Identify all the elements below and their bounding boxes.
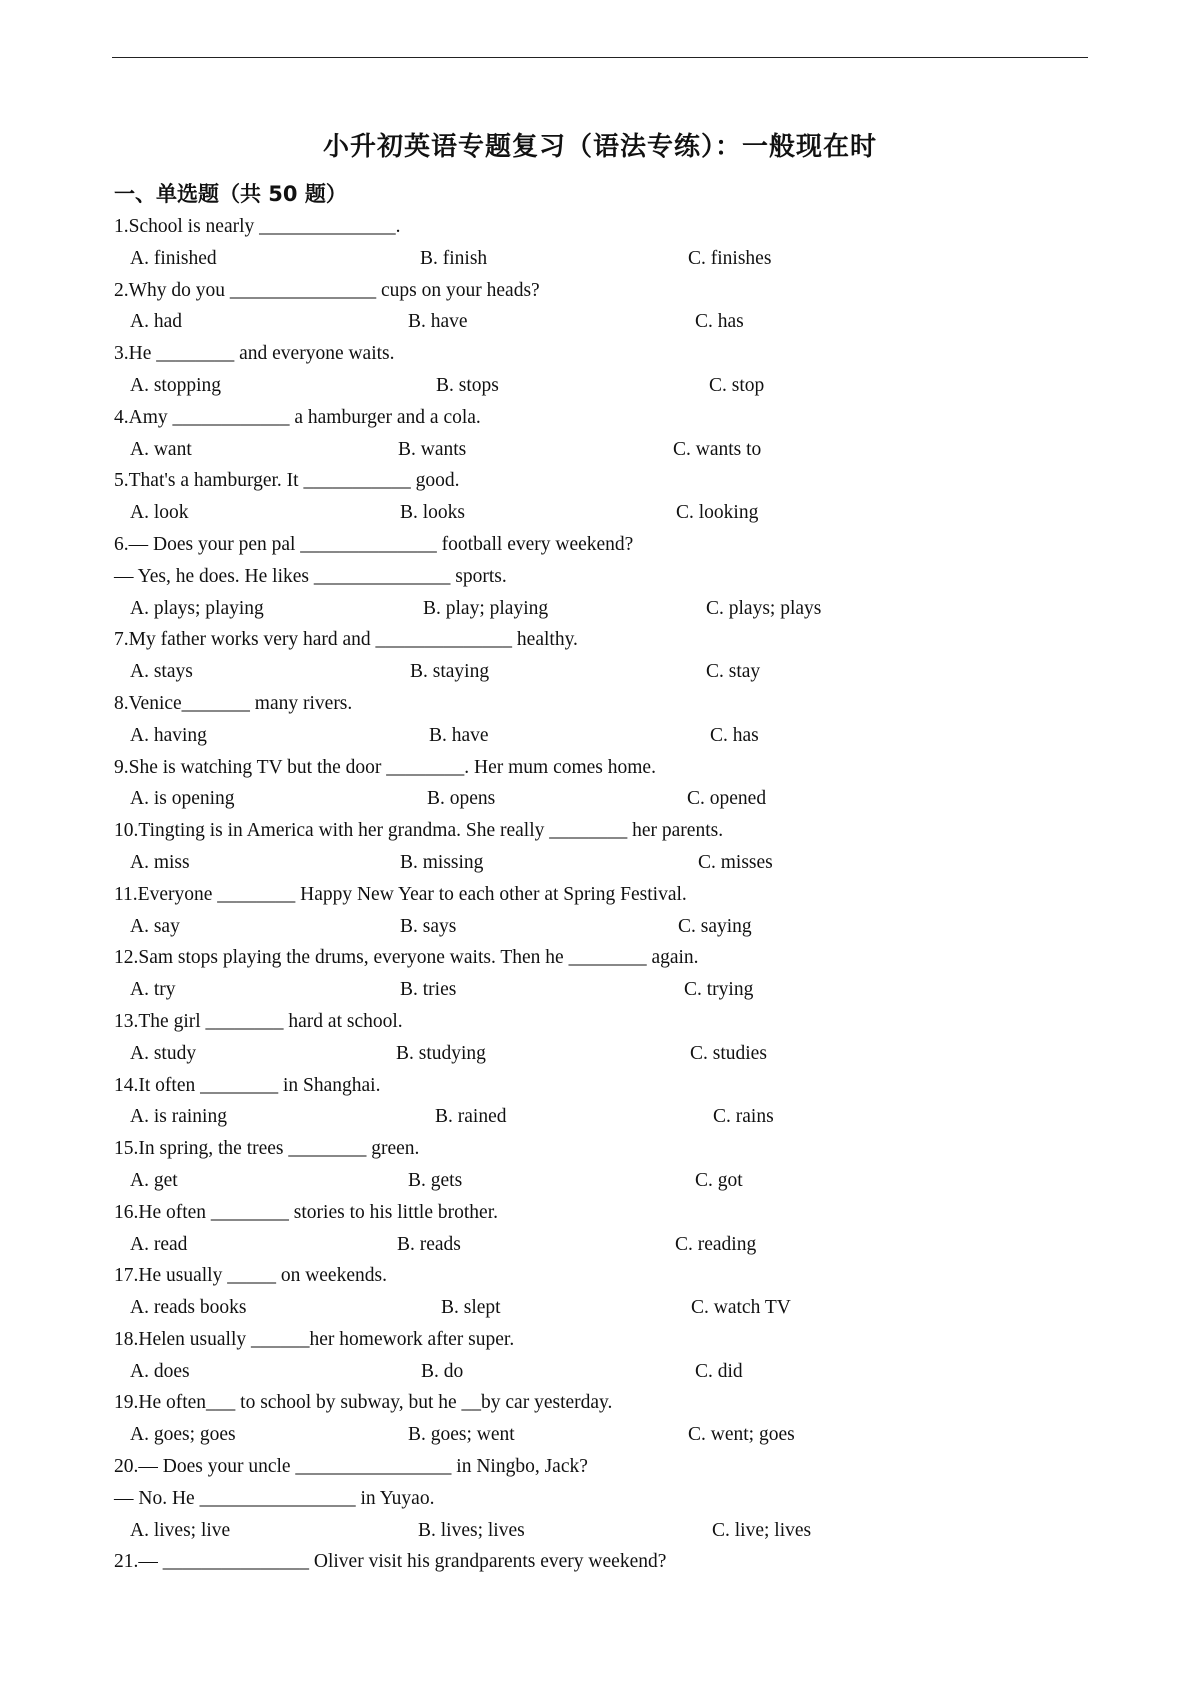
option-a: A. had bbox=[130, 311, 182, 333]
option-c: C. live; lives bbox=[712, 1519, 812, 1541]
option-a: A. reads books bbox=[130, 1297, 247, 1319]
option-c: C. studies bbox=[690, 1042, 767, 1064]
option-a: A. want bbox=[130, 438, 192, 460]
option-b: B. play; playing bbox=[423, 597, 549, 619]
question-list bbox=[114, 211, 1074, 1578]
option-b: B. have bbox=[408, 311, 468, 333]
question-stem-continued: — No. He ________________ in Yuyao. bbox=[114, 1487, 435, 1509]
option-b: B. tries bbox=[400, 979, 457, 1001]
options-row bbox=[114, 656, 1074, 688]
option-a: A. get bbox=[130, 1169, 178, 1191]
option-c: C. watch TV bbox=[691, 1297, 791, 1319]
question-stem: 17.He usually _____ on weekends. bbox=[114, 1265, 387, 1287]
options-row bbox=[114, 434, 1074, 466]
option-a: A. read bbox=[130, 1233, 188, 1255]
option-a: A. miss bbox=[130, 851, 190, 873]
options-row bbox=[114, 1038, 1074, 1070]
option-b: B. missing bbox=[400, 851, 484, 873]
options-row bbox=[114, 783, 1074, 815]
page-title: 小升初英语专题复习（语法专练）：一般现在时 bbox=[322, 132, 877, 162]
option-a: A. stays bbox=[130, 661, 193, 683]
option-a: A. is opening bbox=[130, 788, 235, 810]
question-stem: 13.The girl ________ hard at school. bbox=[114, 1010, 403, 1032]
question-stem: 5.That's a hamburger. It ___________ good. bbox=[114, 470, 460, 492]
option-a: A. having bbox=[130, 724, 207, 746]
option-b: B. do bbox=[421, 1360, 464, 1382]
option-b: B. goes; went bbox=[408, 1424, 515, 1446]
options-row bbox=[114, 974, 1074, 1006]
option-b: B. studying bbox=[396, 1042, 486, 1064]
option-a: A. look bbox=[130, 502, 189, 524]
options-row bbox=[114, 720, 1074, 752]
option-c: C. has bbox=[710, 724, 759, 746]
question-stem: 7.My father works very hard and ______________ healthy. bbox=[114, 629, 578, 651]
options-row bbox=[114, 1515, 1074, 1547]
option-b: B. reads bbox=[397, 1233, 461, 1255]
option-c: C. reading bbox=[675, 1233, 757, 1255]
question-stem: 2.Why do you _______________ cups on your heads? bbox=[114, 279, 540, 301]
option-c: C. wants to bbox=[673, 438, 762, 460]
option-b: B. lives; lives bbox=[418, 1519, 525, 1541]
option-b: B. opens bbox=[427, 788, 496, 810]
question-stem: 8.Venice_______ many rivers. bbox=[114, 692, 353, 714]
header-rule bbox=[112, 57, 1088, 58]
option-c: C. plays; plays bbox=[706, 597, 822, 619]
option-a: A. say bbox=[130, 915, 180, 937]
option-b: B. stops bbox=[436, 374, 499, 396]
option-b: B. says bbox=[400, 915, 457, 937]
option-a: A. does bbox=[130, 1360, 190, 1382]
option-b: B. staying bbox=[410, 661, 490, 683]
option-c: C. looking bbox=[676, 502, 759, 524]
option-b: B. looks bbox=[400, 502, 466, 524]
question-stem: 10.Tingting is in America with her grandma. She really ________ her parents. bbox=[114, 820, 724, 842]
options-row bbox=[114, 847, 1074, 879]
question-stem: 19.He often___ to school by subway, but he __by car yesterday. bbox=[114, 1392, 613, 1414]
option-b: B. have bbox=[429, 724, 489, 746]
option-a: A. is raining bbox=[130, 1106, 227, 1128]
options-row bbox=[114, 911, 1074, 943]
option-c: C. trying bbox=[684, 979, 754, 1001]
option-a: A. plays; playing bbox=[130, 597, 264, 619]
option-c: C. stop bbox=[709, 374, 765, 396]
options-row bbox=[114, 497, 1074, 529]
option-b: B. wants bbox=[398, 438, 467, 460]
options-row bbox=[114, 1101, 1074, 1133]
option-c: C. rains bbox=[713, 1106, 774, 1128]
options-row bbox=[114, 1165, 1074, 1197]
question-stem-continued: — Yes, he does. He likes ______________ sports. bbox=[114, 565, 507, 587]
option-c: C. has bbox=[695, 311, 744, 333]
option-a: A. try bbox=[130, 979, 176, 1001]
option-b: B. slept bbox=[441, 1297, 501, 1319]
option-c: C. misses bbox=[698, 851, 773, 873]
option-a: A. finished bbox=[130, 247, 217, 269]
question-stem: 4.Amy ____________ a hamburger and a cola. bbox=[114, 406, 481, 428]
option-a: A. stopping bbox=[130, 374, 222, 396]
option-c: C. stay bbox=[706, 661, 761, 683]
options-row bbox=[114, 1292, 1074, 1324]
option-b: B. rained bbox=[435, 1106, 507, 1128]
question-stem: 21.— _______________ Oliver visit his grandparents every weekend? bbox=[114, 1551, 667, 1573]
options-row bbox=[114, 1356, 1074, 1388]
option-a: A. study bbox=[130, 1042, 197, 1064]
option-a: A. goes; goes bbox=[130, 1424, 236, 1446]
options-row bbox=[114, 243, 1074, 275]
options-row bbox=[114, 370, 1074, 402]
options-row bbox=[114, 593, 1074, 625]
option-b: B. finish bbox=[420, 247, 488, 269]
option-c: C. opened bbox=[687, 788, 767, 810]
question-stem: 6.— Does your pen pal ______________ football every weekend? bbox=[114, 533, 634, 555]
question-stem: 14.It often ________ in Shanghai. bbox=[114, 1074, 381, 1096]
option-c: C. finishes bbox=[688, 247, 772, 269]
option-c: C. got bbox=[695, 1169, 743, 1191]
section-heading: 一、单选题（共 50 题） bbox=[114, 182, 347, 206]
question-stem: 1.School is nearly ______________. bbox=[114, 216, 401, 237]
question-stem: 12.Sam stops playing the drums, everyone waits. Then he ________ again. bbox=[114, 947, 699, 969]
option-c: C. went; goes bbox=[688, 1424, 795, 1446]
option-c: C. did bbox=[695, 1360, 743, 1382]
option-a: A. lives; live bbox=[130, 1519, 231, 1541]
question-stem: 20.— Does your uncle ________________ in Ningbo, Jack? bbox=[114, 1456, 588, 1478]
question-stem: 3.He ________ and everyone waits. bbox=[114, 343, 395, 365]
question-stem: 11.Everyone ________ Happy New Year to each other at Spring Festival. bbox=[114, 883, 687, 905]
option-c: C. saying bbox=[678, 915, 752, 937]
question-stem: 18.Helen usually ______her homework after super. bbox=[114, 1328, 515, 1350]
options-row bbox=[114, 306, 1074, 338]
options-row bbox=[114, 1229, 1074, 1261]
question-stem: 9.She is watching TV but the door ________. Her mum comes home. bbox=[114, 756, 656, 778]
question-stem: 16.He often ________ stories to his little brother. bbox=[114, 1201, 498, 1223]
question-stem: 15.In spring, the trees ________ green. bbox=[114, 1138, 420, 1160]
options-row bbox=[114, 1419, 1074, 1451]
option-b: B. gets bbox=[408, 1169, 463, 1191]
